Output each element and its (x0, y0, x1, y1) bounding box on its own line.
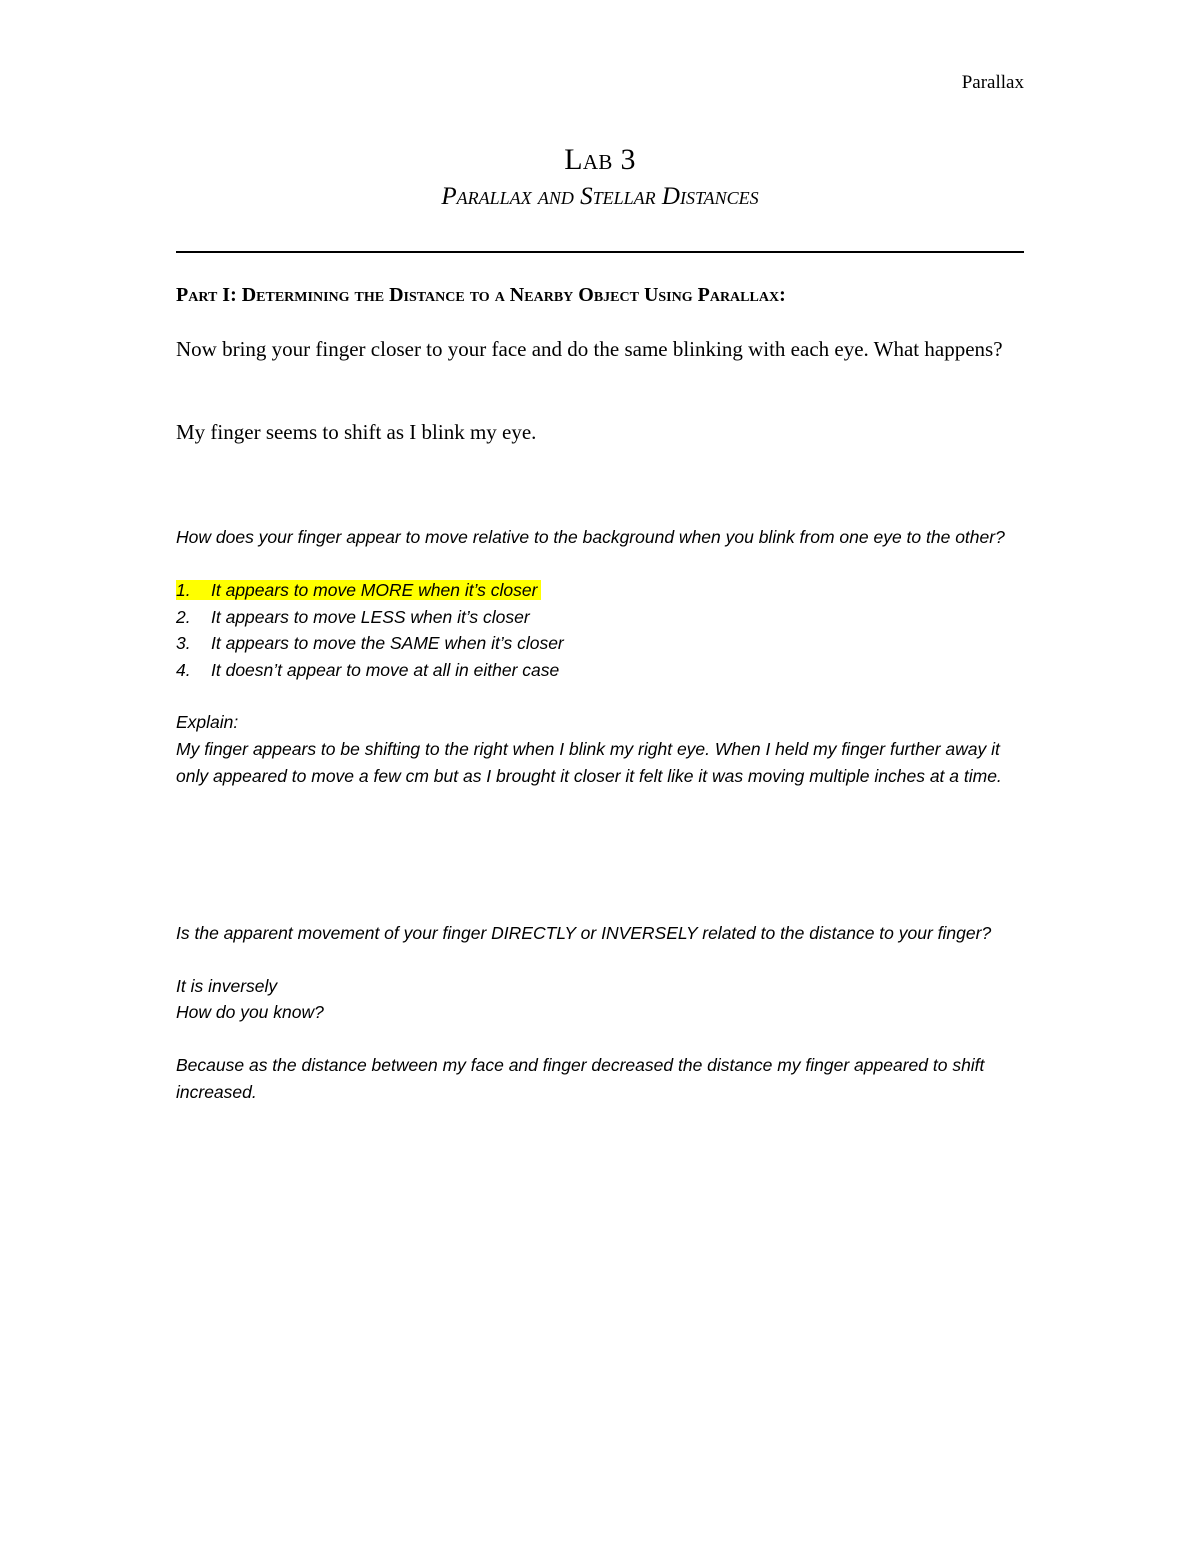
option-text: It appears to move the SAME when it’s closer (211, 633, 564, 653)
lab-title: Lab 3 (564, 143, 636, 176)
answer-1: My finger seems to shift as I blink my eye. (176, 420, 537, 444)
option-item (176, 657, 564, 684)
explain-label: Explain: (176, 712, 239, 732)
option-number: 4. (176, 659, 191, 680)
option-number: 2. (176, 606, 191, 627)
option-number: 1. (176, 580, 191, 600)
question-2: How does your finger appear to move relative to the background when you blink from one eye to the other? (176, 527, 1005, 547)
running-header: Parallax (961, 72, 1024, 93)
answer-3: It is inversely (176, 976, 278, 996)
option-number: 3. (176, 633, 191, 653)
selected-option-highlight (176, 580, 541, 600)
title-divider (176, 251, 1024, 253)
question-1: Now bring your finger closer to your face and do the same blinking with each eye. What happens? (176, 337, 1003, 361)
option-item (176, 604, 564, 631)
explain-answer: My finger appears to be shifting to the right when I blink my right eye. When I held my finger further away it only appeared to move a few cm but as I brought it closer it felt like it was moving multiple inches at a time. (176, 739, 1002, 786)
option-text: It appears to move LESS when it’s closer (211, 606, 530, 627)
lab-subtitle: Parallax and Stellar Distances (441, 183, 759, 210)
option-text: It appears to move MORE when it’s closer (211, 580, 538, 600)
option-text: It doesn’t appear to move at all in either case (211, 659, 560, 680)
option-item (176, 630, 564, 657)
option-item (176, 577, 564, 604)
answer-3b: Because as the distance between my face and finger decreased the distance my finger appeared to shift increased. (176, 1055, 985, 1102)
part-heading: Part I: Determining the Distance to a Nearby Object Using Parallax: (176, 284, 786, 306)
options-list (176, 577, 564, 683)
question-3: Is the apparent movement of your finger DIRECTLY or INVERSELY related to the distance to your finger? (176, 923, 992, 943)
question-3b: How do you know? (176, 1002, 324, 1022)
